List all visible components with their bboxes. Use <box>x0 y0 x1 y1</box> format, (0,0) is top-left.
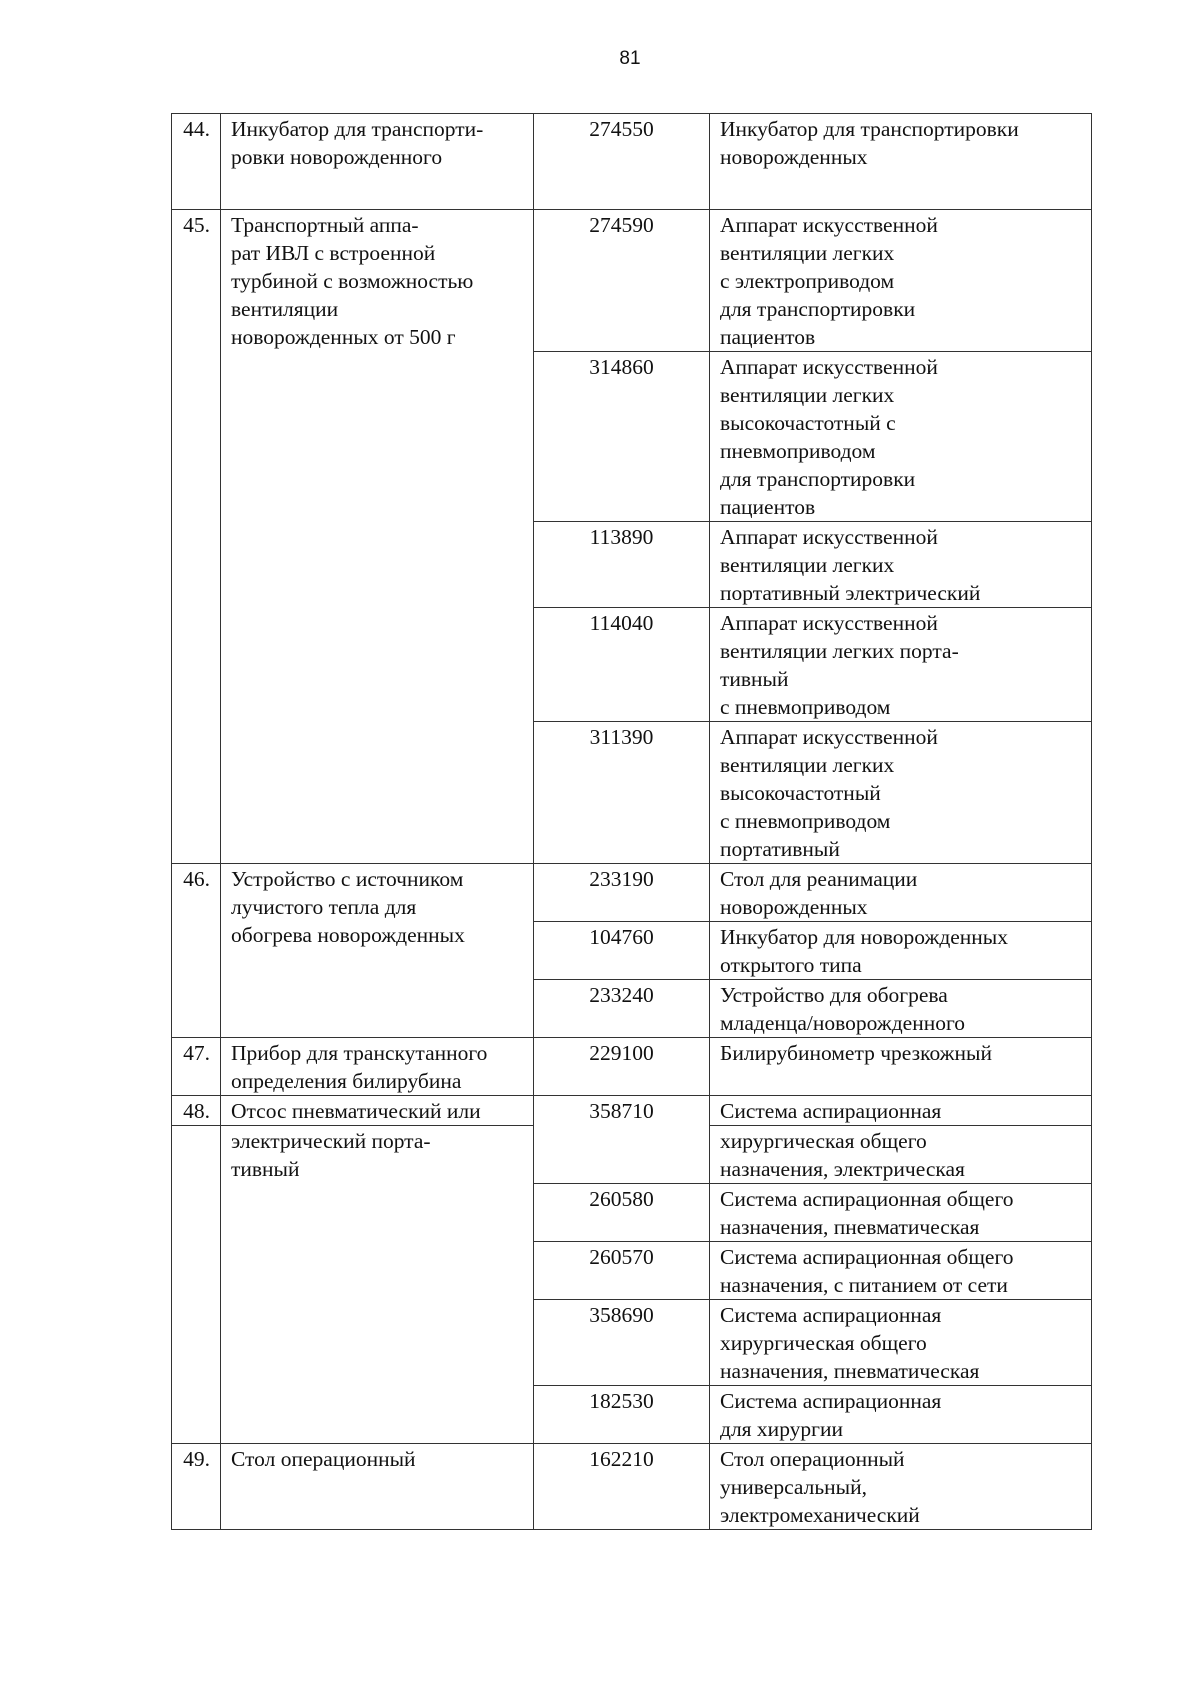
page-number: 81 <box>619 48 641 69</box>
equipment-name: Транспортный аппа- рат ИВЛ с встроенной турбиной с возможностью вентиляции новорожденных от 500 г <box>221 210 534 864</box>
row-number: 45. <box>172 210 221 864</box>
equipment-code: 114040 <box>534 608 710 722</box>
equipment-code: 182530 <box>534 1386 710 1444</box>
equipment-name: Инкубатор для транспорти- ровки новорожденного <box>221 114 534 210</box>
equipment-description: Система аспирационная общего назначения, пневматическая <box>710 1184 1092 1242</box>
equipment-description: Аппарат искусственной вентиляции легких портативный электрический <box>710 522 1092 608</box>
row-number: 48. <box>172 1096 221 1126</box>
equipment-description: Система аспирационная хирургическая общего назначения, пневматическая <box>710 1300 1092 1386</box>
table-row-47 <box>172 1038 1092 1096</box>
equipment-name: Прибор для транскутанного определения билирубина <box>221 1038 534 1096</box>
equipment-description: Система аспирационная для хирургии <box>710 1386 1092 1444</box>
row-number: 46. <box>172 864 221 1038</box>
table-row-45 <box>172 210 1092 352</box>
equipment-code: 233240 <box>534 980 710 1038</box>
equipment-description: Аппарат искусственной вентиляции легких высокочастотный с пневмоприводом для транспортировки пациентов <box>710 352 1092 522</box>
equipment-code: 104760 <box>534 922 710 980</box>
row-number: 47. <box>172 1038 221 1096</box>
table-subrow <box>172 1126 1092 1184</box>
equipment-name: Отсос пневматический или <box>221 1096 534 1126</box>
equipment-description: Устройство для обогрева младенца/новорожденного <box>710 980 1092 1038</box>
equipment-description: Билирубинометр чрезкожный <box>710 1038 1092 1096</box>
equipment-description: Система аспирационная общего назначения, с питанием от сети <box>710 1242 1092 1300</box>
equipment-name-continued: электрический порта- тивный <box>221 1126 534 1444</box>
row-number-cell <box>172 1126 221 1444</box>
equipment-description: Аппарат искусственной вентиляции легких порта- тивный с пневмоприводом <box>710 608 1092 722</box>
row-number: 44. <box>172 114 221 210</box>
table-row-49 <box>172 1444 1092 1530</box>
table-row-44 <box>172 114 1092 210</box>
equipment-description: Инкубатор для транспортировки новорожденных <box>710 114 1092 210</box>
equipment-description: Стол для реанимации новорожденных <box>710 864 1092 922</box>
equipment-code: 229100 <box>534 1038 710 1096</box>
equipment-code: 260580 <box>534 1184 710 1242</box>
equipment-code: 358690 <box>534 1300 710 1386</box>
equipment-description: Стол операционный универсальный, электромеханический <box>710 1444 1092 1530</box>
equipment-description: хирургическая общего назначения, электрическая <box>710 1126 1092 1184</box>
equipment-description: Аппарат искусственной вентиляции легких высокочастотный с пневмоприводом портативный <box>710 722 1092 864</box>
equipment-code: 274590 <box>534 210 710 352</box>
table-row-48 <box>172 1096 1092 1126</box>
equipment-description: Аппарат искусственной вентиляции легких с электроприводом для транспортировки пациентов <box>710 210 1092 352</box>
equipment-description: Система аспирационная <box>710 1096 1092 1126</box>
equipment-code-cell <box>534 1126 710 1184</box>
equipment-code: 358710 <box>534 1096 710 1126</box>
equipment-code: 113890 <box>534 522 710 608</box>
equipment-code: 260570 <box>534 1242 710 1300</box>
table-row-46 <box>172 864 1092 922</box>
equipment-code: 311390 <box>534 722 710 864</box>
equipment-code: 162210 <box>534 1444 710 1530</box>
row-number: 49. <box>172 1444 221 1530</box>
equipment-code: 274550 <box>534 114 710 210</box>
equipment-code: 314860 <box>534 352 710 522</box>
equipment-code: 233190 <box>534 864 710 922</box>
equipment-name: Стол операционный <box>221 1444 534 1530</box>
equipment-table <box>171 113 1092 1530</box>
equipment-description: Инкубатор для новорожденных открытого типа <box>710 922 1092 980</box>
equipment-name: Устройство с источником лучистого тепла для обогрева новорожденных <box>221 864 534 1038</box>
